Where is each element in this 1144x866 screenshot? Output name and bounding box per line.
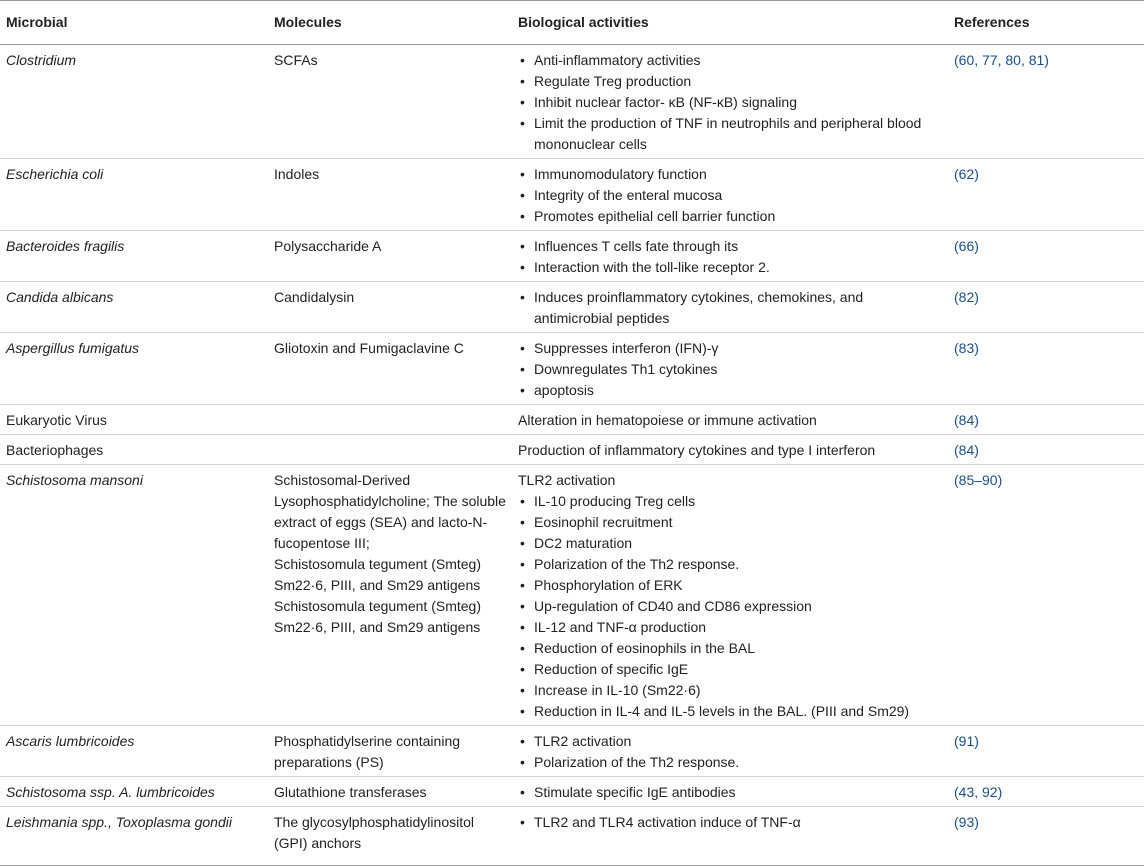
microbial-cell: Bacteriophages [0,435,268,465]
microbial-cell: Escherichia coli [0,159,268,231]
references-cell [948,465,1144,726]
reference-link[interactable]: (91) [954,733,979,749]
reference-link[interactable]: (84) [954,442,979,458]
activity-text: TLR2 activation [534,733,632,749]
activities-list [518,338,942,401]
bullet-icon: • [520,640,525,656]
bullet-icon: • [520,493,525,509]
list-item [518,533,942,554]
activities-cell [512,159,948,231]
bullet-icon: • [520,238,525,254]
list-item [518,257,942,278]
bullet-icon: • [520,94,525,110]
list-item [518,617,942,638]
activity-text: Influences T cells fate through its [534,238,739,254]
activity-text: Interaction with the toll-like receptor 2. [534,259,770,275]
activity-text: Promotes epithelial cell barrier function [534,208,776,224]
bullet-icon: • [520,187,525,203]
microbial-cell: Clostridium [0,45,268,159]
activities-cell [512,435,948,465]
activity-text: DC2 maturation [534,535,633,551]
molecules-cell [268,231,512,282]
activity-text: TLR2 and TLR4 activation induce of TNF-α [534,814,801,830]
molecule-text: Schistosomula tegument (Smteg) Sm22·6, PIII, and Sm29 antigens [274,556,481,593]
activity-text: Immunomodulatory function [534,166,707,182]
activity-text: Alteration in hematopoiese or immune activation [518,412,817,428]
bullet-icon: • [520,73,525,89]
list-item [518,680,942,701]
list-item [518,338,942,359]
reference-link[interactable]: (60, 77, 80, 81) [954,52,1049,68]
activity-text: Anti-inflammatory activities [534,52,701,68]
bullet-icon: • [520,703,525,719]
bullet-icon: • [520,115,525,131]
bullet-icon: • [520,361,525,377]
activities-cell [512,465,948,726]
list-item [518,512,942,533]
activity-text: Induces proinflammatory cytokines, chemokines, and antimicrobial peptides [534,289,864,326]
activity-text: Polarization of the Th2 response. [534,556,740,572]
list-item [518,71,942,92]
activity-text: Stimulate specific IgE antibodies [534,784,736,800]
activities-cell [512,807,948,866]
activities-cell [512,231,948,282]
activity-text: Regulate Treg production [534,73,692,89]
list-item [518,638,942,659]
table-row [0,159,1144,231]
activities-cell [512,726,948,777]
molecule-text: Glutathione transferases [274,784,427,800]
molecule-text: Gliotoxin and Fumigaclavine C [274,340,464,356]
molecule-text: Schistosomal-Derived Lysophosphatidylcholine; The soluble extract of eggs (SEA) and lacto-N-fucopentose III; [274,472,506,551]
list-item [518,92,942,113]
bullet-icon: • [520,166,525,182]
molecule-text: Polysaccharide A [274,238,382,254]
list-item [518,113,942,155]
activities-cell [512,45,948,159]
table-row [0,807,1144,866]
molecules-cell [268,333,512,405]
activity-text: apoptosis [534,382,594,398]
header-molecules: Molecules [268,1,512,45]
activity-text: Phosphorylation of ERK [534,577,683,593]
molecule-text: SCFAs [274,52,318,68]
table-row [0,465,1144,726]
microbial-cell: Schistosoma mansoni [0,465,268,726]
bullet-icon: • [520,556,525,572]
molecules-cell [268,282,512,333]
references-cell [948,726,1144,777]
list-item [518,554,942,575]
reference-link[interactable]: (62) [954,166,979,182]
molecules-cell [268,159,512,231]
reference-link[interactable]: (84) [954,412,979,428]
activity-text: IL-12 and TNF-α production [534,619,707,635]
activity-text: Limit the production of TNF in neutrophils and peripheral blood mononuclear cells [534,115,922,152]
bullet-icon: • [520,784,525,800]
list-item [518,731,942,752]
activity-text: Integrity of the enteral mucosa [534,187,723,203]
activity-text: Increase in IL-10 (Sm22·6) [534,682,701,698]
activity-text: IL-10 producing Treg cells [534,493,696,509]
molecule-text: The glycosylphosphatidylinositol (GPI) anchors [274,814,474,851]
list-item [518,359,942,380]
microbial-cell: Schistosoma ssp. A. lumbricoides [0,777,268,807]
reference-link[interactable]: (93) [954,814,979,830]
references-cell [948,231,1144,282]
activity-text: Downregulates Th1 cytokines [534,361,718,377]
list-item [518,659,942,680]
molecules-cell [268,45,512,159]
activity-text: Eosinophil recruitment [534,514,673,530]
molecules-cell [268,405,512,435]
molecule-text: Phosphatidylserine containing preparations (PS) [274,733,461,770]
list-item [518,380,942,401]
table-row [0,777,1144,807]
bullet-icon: • [520,754,525,770]
activities-list [518,491,942,722]
table-row [0,405,1144,435]
activity-text: Production of inflammatory cytokines and type I interferon [518,442,876,458]
activity-text: Suppresses interferon (IFN)-γ [534,340,719,356]
bullet-icon: • [520,340,525,356]
table-row [0,435,1144,465]
activity-text: Polarization of the Th2 response. [534,754,740,770]
activities-cell [512,405,948,435]
table-row [0,726,1144,777]
activity-text: Up-regulation of CD40 and CD86 expression [534,598,812,614]
bullet-icon: • [520,514,525,530]
header-references: References [948,1,1144,45]
list-item [518,236,942,257]
list-item [518,701,942,722]
table-row [0,282,1144,333]
references-cell [948,159,1144,231]
activities-list [518,164,942,227]
bullet-icon: • [520,535,525,551]
list-item [518,752,942,773]
microbial-cell: Ascaris lumbricoides [0,726,268,777]
bullet-icon: • [520,289,525,305]
bullet-icon: • [520,733,525,749]
microbial-cell: Aspergillus fumigatus [0,333,268,405]
molecule-text: Indoles [274,166,320,182]
bullet-icon: • [520,52,525,68]
reference-link[interactable]: (66) [954,238,979,254]
activity-text: Reduction in IL-4 and IL-5 levels in the BAL. (PIII and Sm29) [534,703,910,719]
list-item [518,782,942,803]
references-cell [948,282,1144,333]
bullet-icon: • [520,208,525,224]
references-cell [948,777,1144,807]
references-cell [948,435,1144,465]
table-row [0,231,1144,282]
table-body [0,45,1144,866]
activities-list [518,731,942,773]
references-cell [948,45,1144,159]
activities-cell [512,777,948,807]
microbial-cell: Leishmania spp., Toxoplasma gondii [0,807,268,866]
bullet-icon: • [520,682,525,698]
table-row [0,45,1144,159]
bullet-icon: • [520,259,525,275]
list-item [518,596,942,617]
molecules-cell [268,777,512,807]
activities-list [518,812,942,833]
bullet-icon: • [520,661,525,677]
reference-link[interactable]: (85–90) [954,472,1003,488]
activities-list [518,287,942,329]
list-item [518,50,942,71]
activities-list [518,50,942,155]
molecule-text: Schistosomula tegument (Smteg) Sm22·6, PIII, and Sm29 antigens [274,598,481,635]
reference-link[interactable]: (82) [954,289,979,305]
list-item [518,185,942,206]
molecule-text: Candidalysin [274,289,355,305]
list-item [518,164,942,185]
activities-cell [512,333,948,405]
list-item [518,575,942,596]
references-cell [948,333,1144,405]
molecules-cell [268,726,512,777]
list-item [518,287,942,329]
references-cell [948,405,1144,435]
list-item [518,812,942,833]
microbial-cell: Bacteroides fragilis [0,231,268,282]
bullet-icon: • [520,619,525,635]
activity-text: Reduction of eosinophils in the BAL [534,640,756,656]
bullet-icon: • [520,598,525,614]
header-activities: Biological activities [512,1,948,45]
bullet-icon: • [520,814,525,830]
header-microbial: Microbial [0,1,268,45]
list-item [518,206,942,227]
activities-list [518,236,942,278]
molecules-cell [268,465,512,726]
bullet-icon: • [520,577,525,593]
reference-link[interactable]: (43, 92) [954,784,1003,800]
microbial-cell: Eukaryotic Virus [0,405,268,435]
microbial-cell: Candida albicans [0,282,268,333]
activity-text: Inhibit nuclear factor- κB (NF-κB) signaling [534,94,797,110]
activities-cell [512,282,948,333]
list-item [518,491,942,512]
table-row [0,333,1144,405]
reference-link[interactable]: (83) [954,340,979,356]
molecules-cell [268,807,512,866]
bullet-icon: • [520,382,525,398]
activity-text: Reduction of specific IgE [534,661,689,677]
molecules-cell [268,435,512,465]
table-header-row [0,1,1144,45]
activities-list [518,782,942,803]
activity-text: TLR2 activation [518,472,616,488]
references-cell [948,807,1144,866]
